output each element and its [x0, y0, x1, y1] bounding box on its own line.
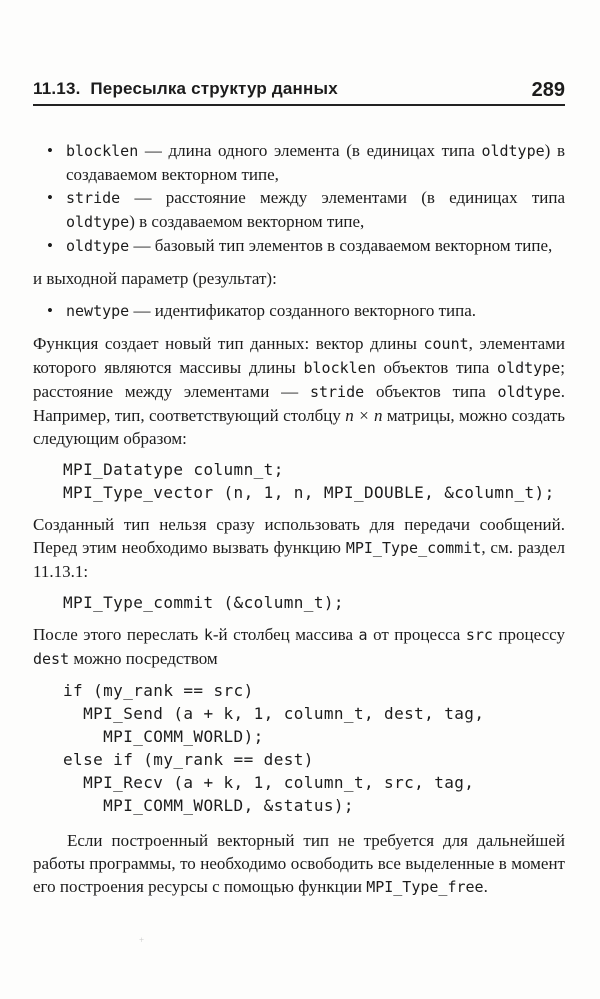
param-name: blocklen	[66, 142, 139, 160]
paragraph-type-free: Если построенный векторный тип не требуется для дальнейшей работы программы, то необходимо освободить все выделенные в момент его построения ресурсы с помощью функции MPI_Type_free.	[33, 831, 565, 896]
bullet-marker: •	[47, 141, 53, 160]
output-parameter-item: • newtype — идентификатор созданного векторного типа.	[47, 301, 476, 320]
code-line: else if (my_rank == dest)	[63, 750, 314, 769]
running-header	[33, 79, 565, 106]
param-name: oldtype	[66, 237, 130, 255]
code-line: MPI_COMM_WORLD, &status);	[63, 796, 354, 815]
code-block-vector	[63, 458, 565, 504]
bullet-marker: •	[47, 301, 53, 320]
code-line: MPI_Datatype column_t;	[63, 460, 284, 479]
code-line: MPI_Recv (a + k, 1, column_t, src, tag,	[63, 773, 475, 792]
code-block-send-recv	[63, 679, 565, 817]
page-number: 289	[531, 79, 565, 101]
paragraph-function-description: Функция создает новый тип данных: вектор длины count, элементами которого являются массивы длины blocklen объектов типа oldtype; расстояние между элементами — stride объектов типа oldtype. Например, тип, соответствующий столбцу n × n матрицы, можно создать следующим образом:	[33, 334, 566, 448]
code-line: MPI_Type_commit (&column_t);	[63, 593, 344, 612]
connector-text: и выходной параметр (результат):	[33, 269, 277, 288]
list-item: • stride — расстояние между элементами (в единицах типа oldtype) в создаваемом векторном типе,	[47, 188, 565, 231]
input-parameters-list	[33, 139, 565, 258]
bullet-marker: •	[47, 236, 53, 255]
page-body	[33, 139, 565, 899]
code-line: if (my_rank == src)	[63, 681, 254, 700]
math-expression: n × n	[345, 406, 383, 425]
param-name: newtype	[66, 302, 130, 320]
section-title: 11.13. Пересылка структур данных	[33, 79, 338, 98]
param-name: stride	[66, 189, 121, 207]
paragraph-commit: Созданный тип нельзя сразу использовать для передачи сообщений. Перед этим необходимо вызвать функцию MPI_Type_commit, см. раздел 11.13.1:	[33, 515, 565, 581]
list-item: • blocklen — длина одного элемента (в единицах типа oldtype) в создаваемом векторном типе,	[47, 141, 565, 184]
list-item: • oldtype — базовый тип элементов в создаваемом векторном типе,	[47, 236, 553, 255]
scan-artifact: +	[139, 935, 145, 945]
code-line: MPI_COMM_WORLD);	[63, 727, 264, 746]
code-line: MPI_Type_vector (n, 1, n, MPI_DOUBLE, &column_t);	[63, 483, 555, 502]
bullet-marker: •	[47, 188, 53, 207]
code-line: MPI_Send (a + k, 1, column_t, dest, tag,	[63, 704, 485, 723]
code-block-commit	[63, 591, 565, 614]
paragraph-send-recv-intro: После этого переслать k-й столбец массива a от процесса src процессу dest можно посредством	[33, 625, 565, 668]
